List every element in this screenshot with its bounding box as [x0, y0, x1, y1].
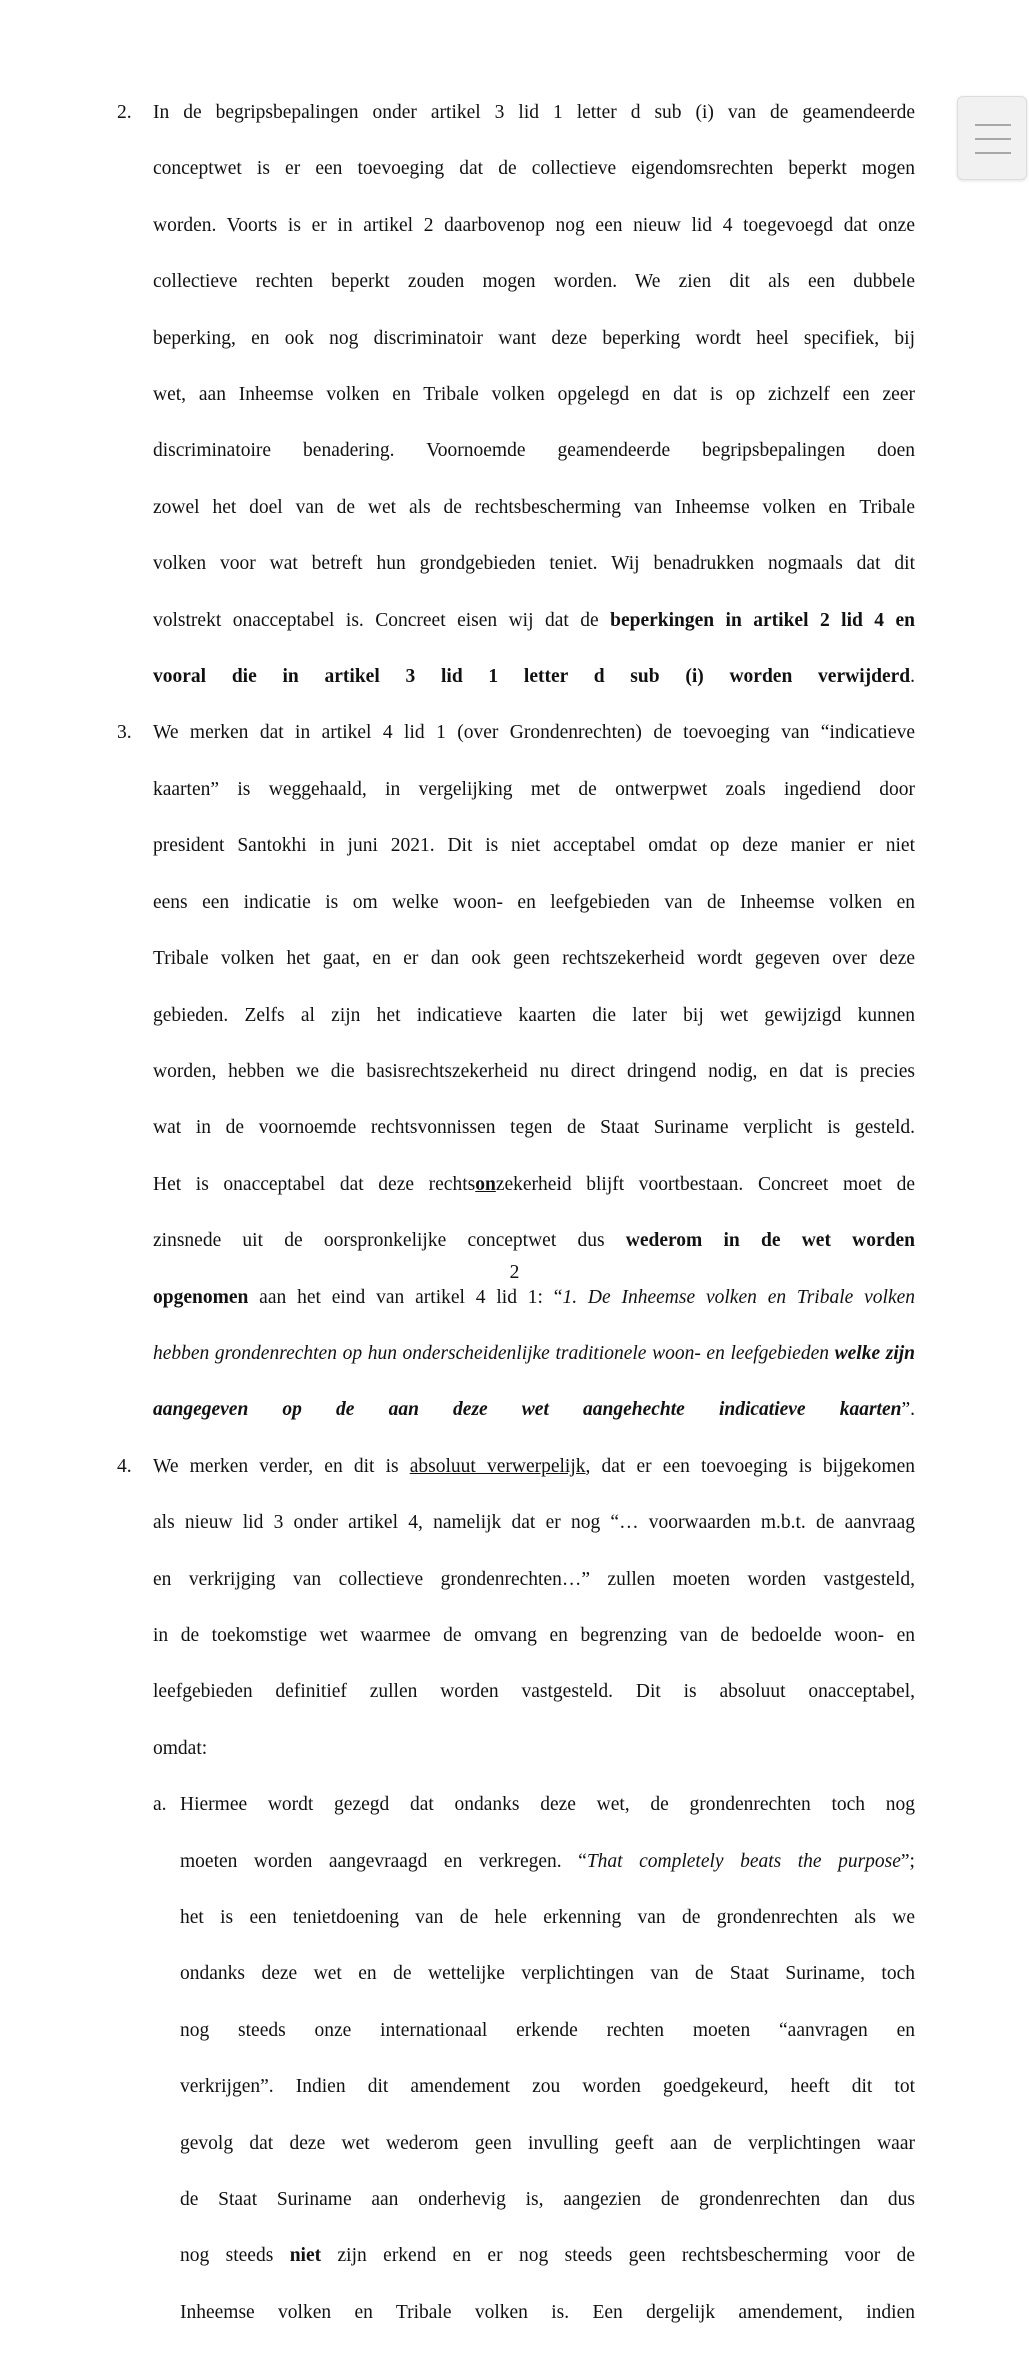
text-line: [153, 1735, 915, 1791]
text-line: [153, 1002, 915, 1058]
text-line: [153, 1114, 915, 1170]
text-run: Hiermee wordt gezegd dat ondanks deze wet, de grondenrechten toch nog: [180, 1794, 915, 1816]
text-line: [180, 2073, 915, 2129]
document-body: [117, 99, 915, 2355]
text-line: [153, 607, 915, 663]
text-run: 1. De Inheemse volken en Tribale volken: [562, 1286, 916, 1308]
text-line: [153, 1622, 915, 1678]
text-run: wet, aan Inheemse volken en Tribale volken opgelegd en dat is op zichzelf een zeer: [153, 384, 915, 406]
text-run: omdat:: [153, 1737, 208, 1759]
item-number: 4.: [117, 1455, 132, 1477]
text-line: [153, 494, 915, 550]
text-run: en verkrijging van collectieve grondenrechten…” zullen moeten worden vastgesteld,: [153, 1568, 915, 1590]
text-run: on: [475, 1173, 496, 1195]
text-run: welke zijn: [834, 1342, 915, 1364]
text-run: In de begripsbepalingen onder artikel 3 lid 1 letter d sub (i) van de geamendeerde: [153, 102, 915, 123]
text-run: worden, hebben we die basisrechtszekerheid nu direct dringend nodig, en dat is precies: [153, 1060, 915, 1082]
text-run: , dat er een toevoeging is bijgekomen: [585, 1455, 915, 1477]
text-line: [153, 437, 915, 493]
text-line: [180, 1904, 915, 1960]
list-item: [117, 1453, 915, 1791]
text-line: [153, 1566, 915, 1622]
text-line: [153, 1453, 915, 1509]
text-line: [180, 2242, 915, 2298]
item-number: a.: [153, 1794, 167, 1816]
text-run: That completely beats the purpose: [586, 1850, 901, 1872]
text-line: [153, 719, 915, 775]
text-line: [153, 1171, 915, 1227]
text-run: zekerheid blijft voortbestaan. Concreet moet de: [495, 1173, 915, 1195]
text-run: ondanks deze wet en de wettelijke verplichtingen van de Staat Suriname, toch: [180, 1963, 915, 1985]
text-run: opgenomen: [153, 1286, 249, 1308]
text-run: eens een indicatie is om welke woon- en leefgebieden van de Inheemse volken en: [153, 891, 915, 913]
text-run: verkrijgen”. Indien dit amendement zou worden goedgekeurd, heeft dit tot: [180, 2076, 915, 2098]
text-run: absoluut verwerpelijk: [409, 1455, 586, 1477]
text-run: moeten worden aangevraagd en verkregen. “: [180, 1850, 587, 1872]
numbered-list: [117, 99, 915, 1791]
text-run: conceptwet is er een toevoeging dat de collectieve eigendomsrechten beperkt mogen: [153, 158, 915, 180]
text-run: beperking, en ook nog discriminatoir want deze beperking wordt heel specifiek, bij: [153, 327, 915, 349]
item-number: 2.: [117, 102, 132, 123]
list-item: [117, 719, 915, 1452]
text-run: Inheemse volken en Tribale volken is. Een dergelijk amendement, indien: [180, 2301, 915, 2323]
text-line: [153, 381, 915, 437]
text-line: [153, 1058, 915, 1114]
text-run: collectieve rechten beperkt zouden mogen worden. We zien dit als een dubbele: [153, 271, 915, 293]
text-line: [153, 889, 915, 945]
text-run: aan het eind van artikel 4 lid 1: “: [248, 1286, 563, 1308]
text-run: zijn erkend en er nog steeds geen rechtsbescherming voor de: [321, 2245, 916, 2267]
text-line: [153, 776, 915, 832]
text-run: in de toekomstige wet waarmee de omvang en begrenzing van de bedoelde woon- en: [153, 1624, 915, 1646]
text-run: als nieuw lid 3 onder artikel 4, namelijk dat er nog “… voorwaarden m.b.t. de aanvraag: [153, 1512, 915, 1534]
text-run: gevolg dat deze wet wederom geen invulling geeft aan de verplichtingen waar: [180, 2132, 915, 2154]
text-line: [180, 1960, 915, 2016]
hamburger-icon-bar: [975, 152, 1011, 154]
menu-button[interactable]: [957, 96, 1027, 180]
item-number: 3.: [117, 722, 132, 744]
list-item: [117, 99, 915, 719]
text-line: [180, 1848, 915, 1904]
text-run: Het is onacceptabel dat deze rechts: [153, 1173, 476, 1195]
text-line: [153, 663, 915, 719]
text-line: [153, 212, 915, 268]
text-run: We merken verder, en dit is: [153, 1455, 410, 1477]
text-line: [180, 1791, 915, 1847]
text-run: de Staat Suriname aan onderhevig is, aangezien de grondenrechten dan dus: [180, 2189, 915, 2211]
text-run: worden. Voorts is er in artikel 2 daarbovenop nog een nieuw lid 4 toegevoegd dat onze: [153, 214, 915, 236]
text-line: [153, 1678, 915, 1734]
text-line: [180, 2299, 915, 2355]
text-line: [153, 1284, 915, 1340]
hamburger-icon: [975, 124, 1011, 126]
text-run: kaarten” is weggehaald, in vergelijking met de ontwerpwet zoals ingediend door: [153, 778, 915, 800]
page-number: 2: [509, 1262, 520, 1283]
text-run: het is een tenietdoening van de hele erkenning van de grondenrechten als we: [180, 1907, 915, 1928]
hamburger-icon-bar: [975, 138, 1011, 140]
text-run: volken voor wat betreft hun grondgebieden teniet. Wij benadrukken nogmaals dat dit: [153, 553, 915, 575]
text-run: wat in de voornoemde rechtsvonnissen tegen de Staat Suriname verplicht is gesteld.: [153, 1117, 915, 1139]
text-run: niet: [289, 2245, 322, 2267]
text-run: Tribale volken het gaat, en er dan ook geen rechtszekerheid wordt gegeven over deze: [153, 948, 915, 970]
text-line: [180, 2017, 915, 2073]
text-run: volstrekt onacceptabel is. Concreet eisen wij dat de: [153, 609, 611, 631]
text-line: [153, 945, 915, 1001]
text-line: [153, 1340, 915, 1396]
sub-list: [117, 1791, 915, 2355]
text-line: [153, 1509, 915, 1565]
text-run: leefgebieden definitief zullen worden vastgesteld. Dit is absoluut onacceptabel,: [153, 1681, 915, 1703]
text-run: zowel het doel van de wet als de rechtsbescherming van Inheemse volken en Tribale: [153, 496, 915, 518]
text-line: [153, 268, 915, 324]
text-line: [180, 2186, 915, 2242]
text-line: [153, 325, 915, 381]
text-run: president Santokhi in juni 2021. Dit is niet acceptabel omdat op deze manier er niet: [153, 835, 915, 857]
text-line: [153, 1396, 915, 1452]
text-run: We merken dat in artikel 4 lid 1 (over Grondenrechten) de toevoeging van “indicatieve: [153, 722, 915, 744]
text-run: .: [910, 666, 915, 688]
text-line: [153, 155, 915, 211]
text-line: [153, 99, 915, 155]
text-line: [180, 2130, 915, 2186]
text-run: ”;: [900, 1850, 915, 1872]
text-run: vooral die in artikel 3 lid 1 letter d sub (i) worden verwijderd: [153, 666, 911, 688]
text-line: [153, 550, 915, 606]
sub-list-item: [117, 1791, 915, 2355]
text-run: gebieden. Zelfs al zijn het indicatieve kaarten die later bij wet gewijzigd kunnen: [153, 1004, 915, 1026]
text-run: wederom in de wet worden: [625, 1230, 915, 1252]
text-line: [153, 832, 915, 888]
text-run: nog steeds: [180, 2245, 290, 2267]
text-run: beperkingen in artikel 2 lid 4 en: [610, 609, 915, 631]
text-run: aangegeven op de aan deze wet aangehechte indicatieve kaarten: [153, 1399, 902, 1421]
text-run: ”.: [901, 1399, 915, 1421]
text-run: hebben grondenrechten op hun onderscheidenlijke traditionele woon- en leefgebieden: [153, 1342, 835, 1364]
text-run: nog steeds onze internationaal erkende rechten moeten “aanvragen en: [180, 2019, 915, 2041]
text-run: discriminatoire benadering. Voornoemde geamendeerde begripsbepalingen doen: [153, 440, 915, 462]
text-run: zinsnede uit de oorspronkelijke conceptwet dus: [153, 1230, 626, 1252]
